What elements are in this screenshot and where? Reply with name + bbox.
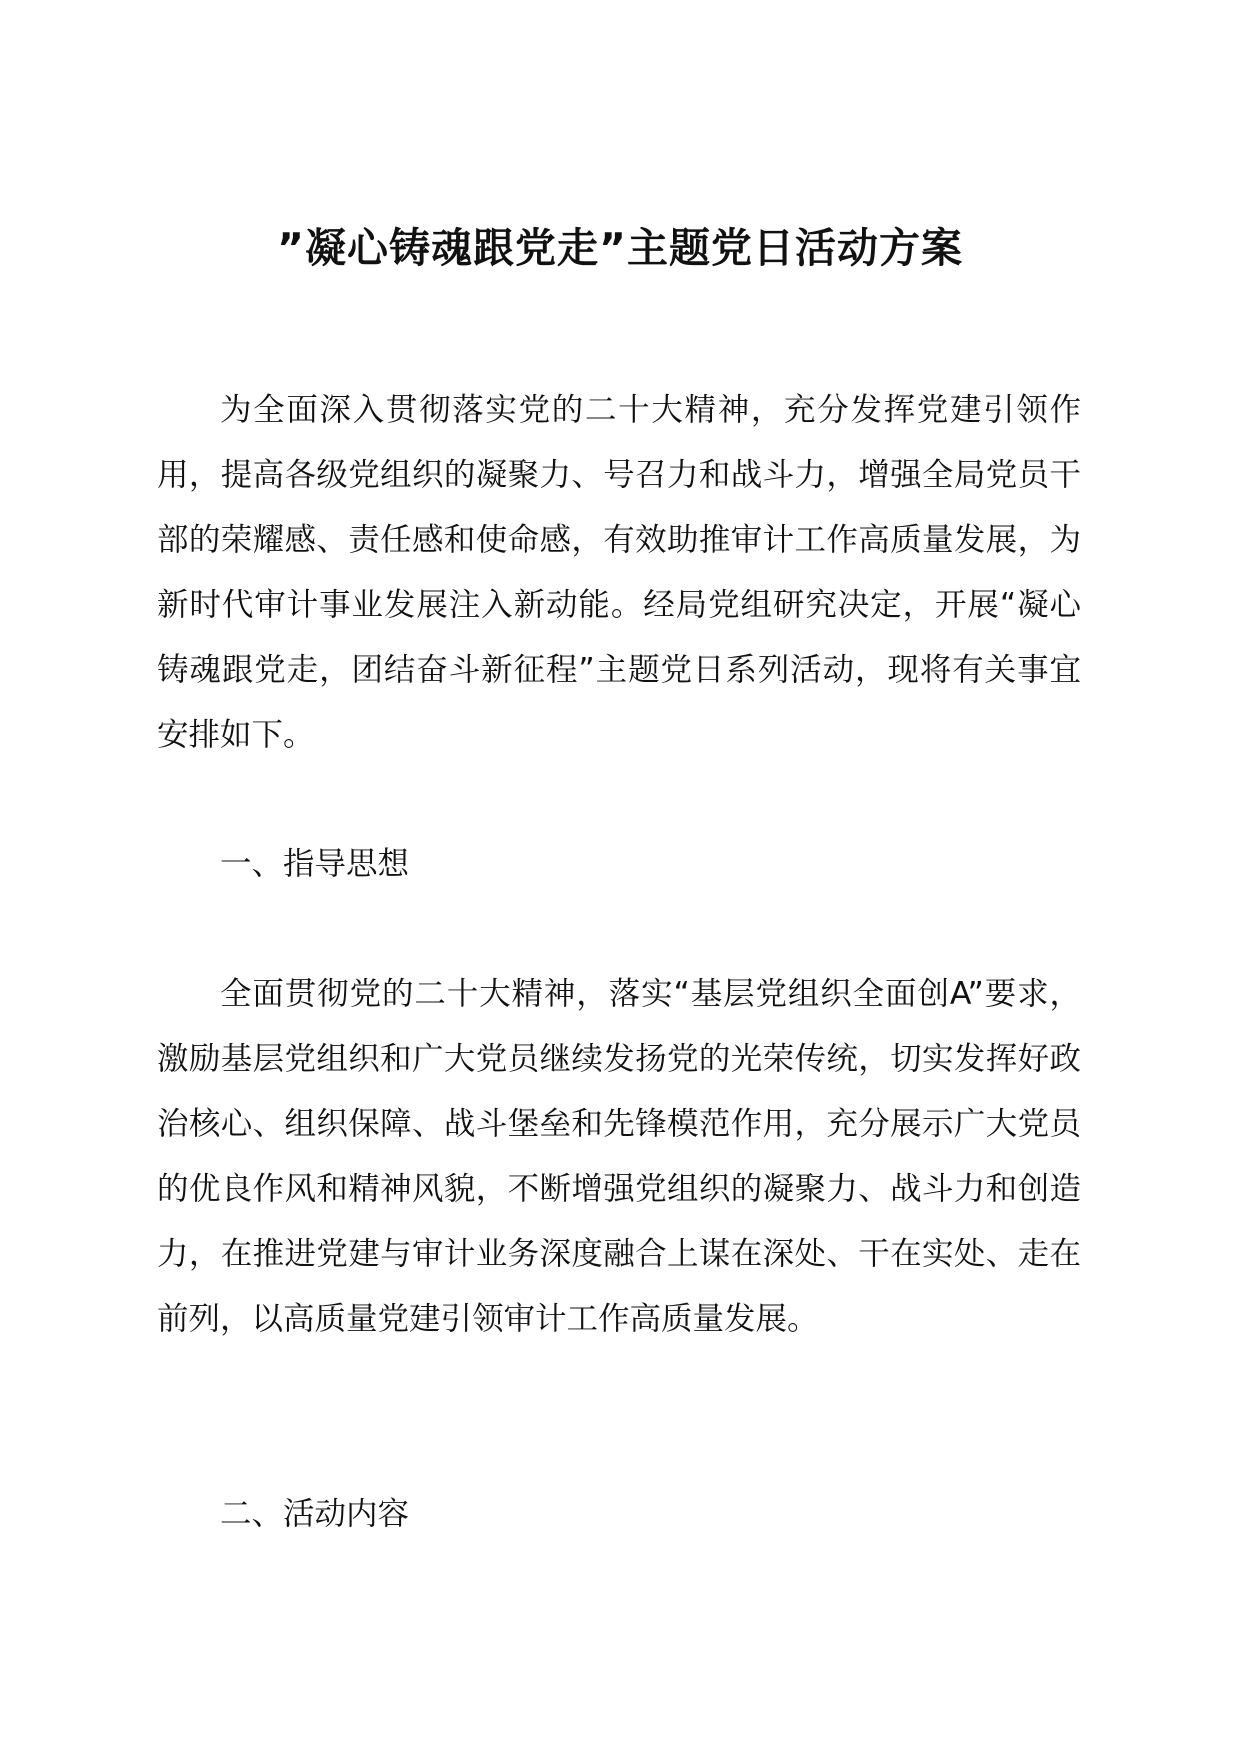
section-heading-activity-content: 二、活动内容 [220, 1496, 410, 1532]
section-heading-guiding-ideology: 一、指导思想 [220, 846, 410, 882]
document-title: ”凝心铸魂跟党走”主题党日活动方案 [277, 224, 963, 272]
intro-paragraph: 为全面深入贯彻落实党的二十大精神，充分发挥党建引领作用，提高各级党组织的凝聚力、号召力和战斗力，增强全局党员干部的荣耀感、责任感和使命感，有效助推审计工作高质量发展，为新时代审计事业发展注入新动能。经局党组研究决定，开展“凝心铸魂跟党走，团结奋斗新征程”主题党日系列活动，现将有关事宜安排如下。 [157, 392, 1081, 753]
guiding-ideology-paragraph: 全面贯彻党的二十大精神，落实“基层党组织全面创A”要求，激励基层党组织和广大党员继续发扬党的光荣传统，切实发挥好政治核心、组织保障、战斗堡垒和先锋模范作用，充分展示广大党员的优良作风和精神风貌，不断增强党组织的凝聚力、战斗力和创造力，在推进党建与审计业务深度融合上谋在深处、干在实处、走在前列，以高质量党建引领审计工作高质量发展。 [157, 976, 1081, 1337]
